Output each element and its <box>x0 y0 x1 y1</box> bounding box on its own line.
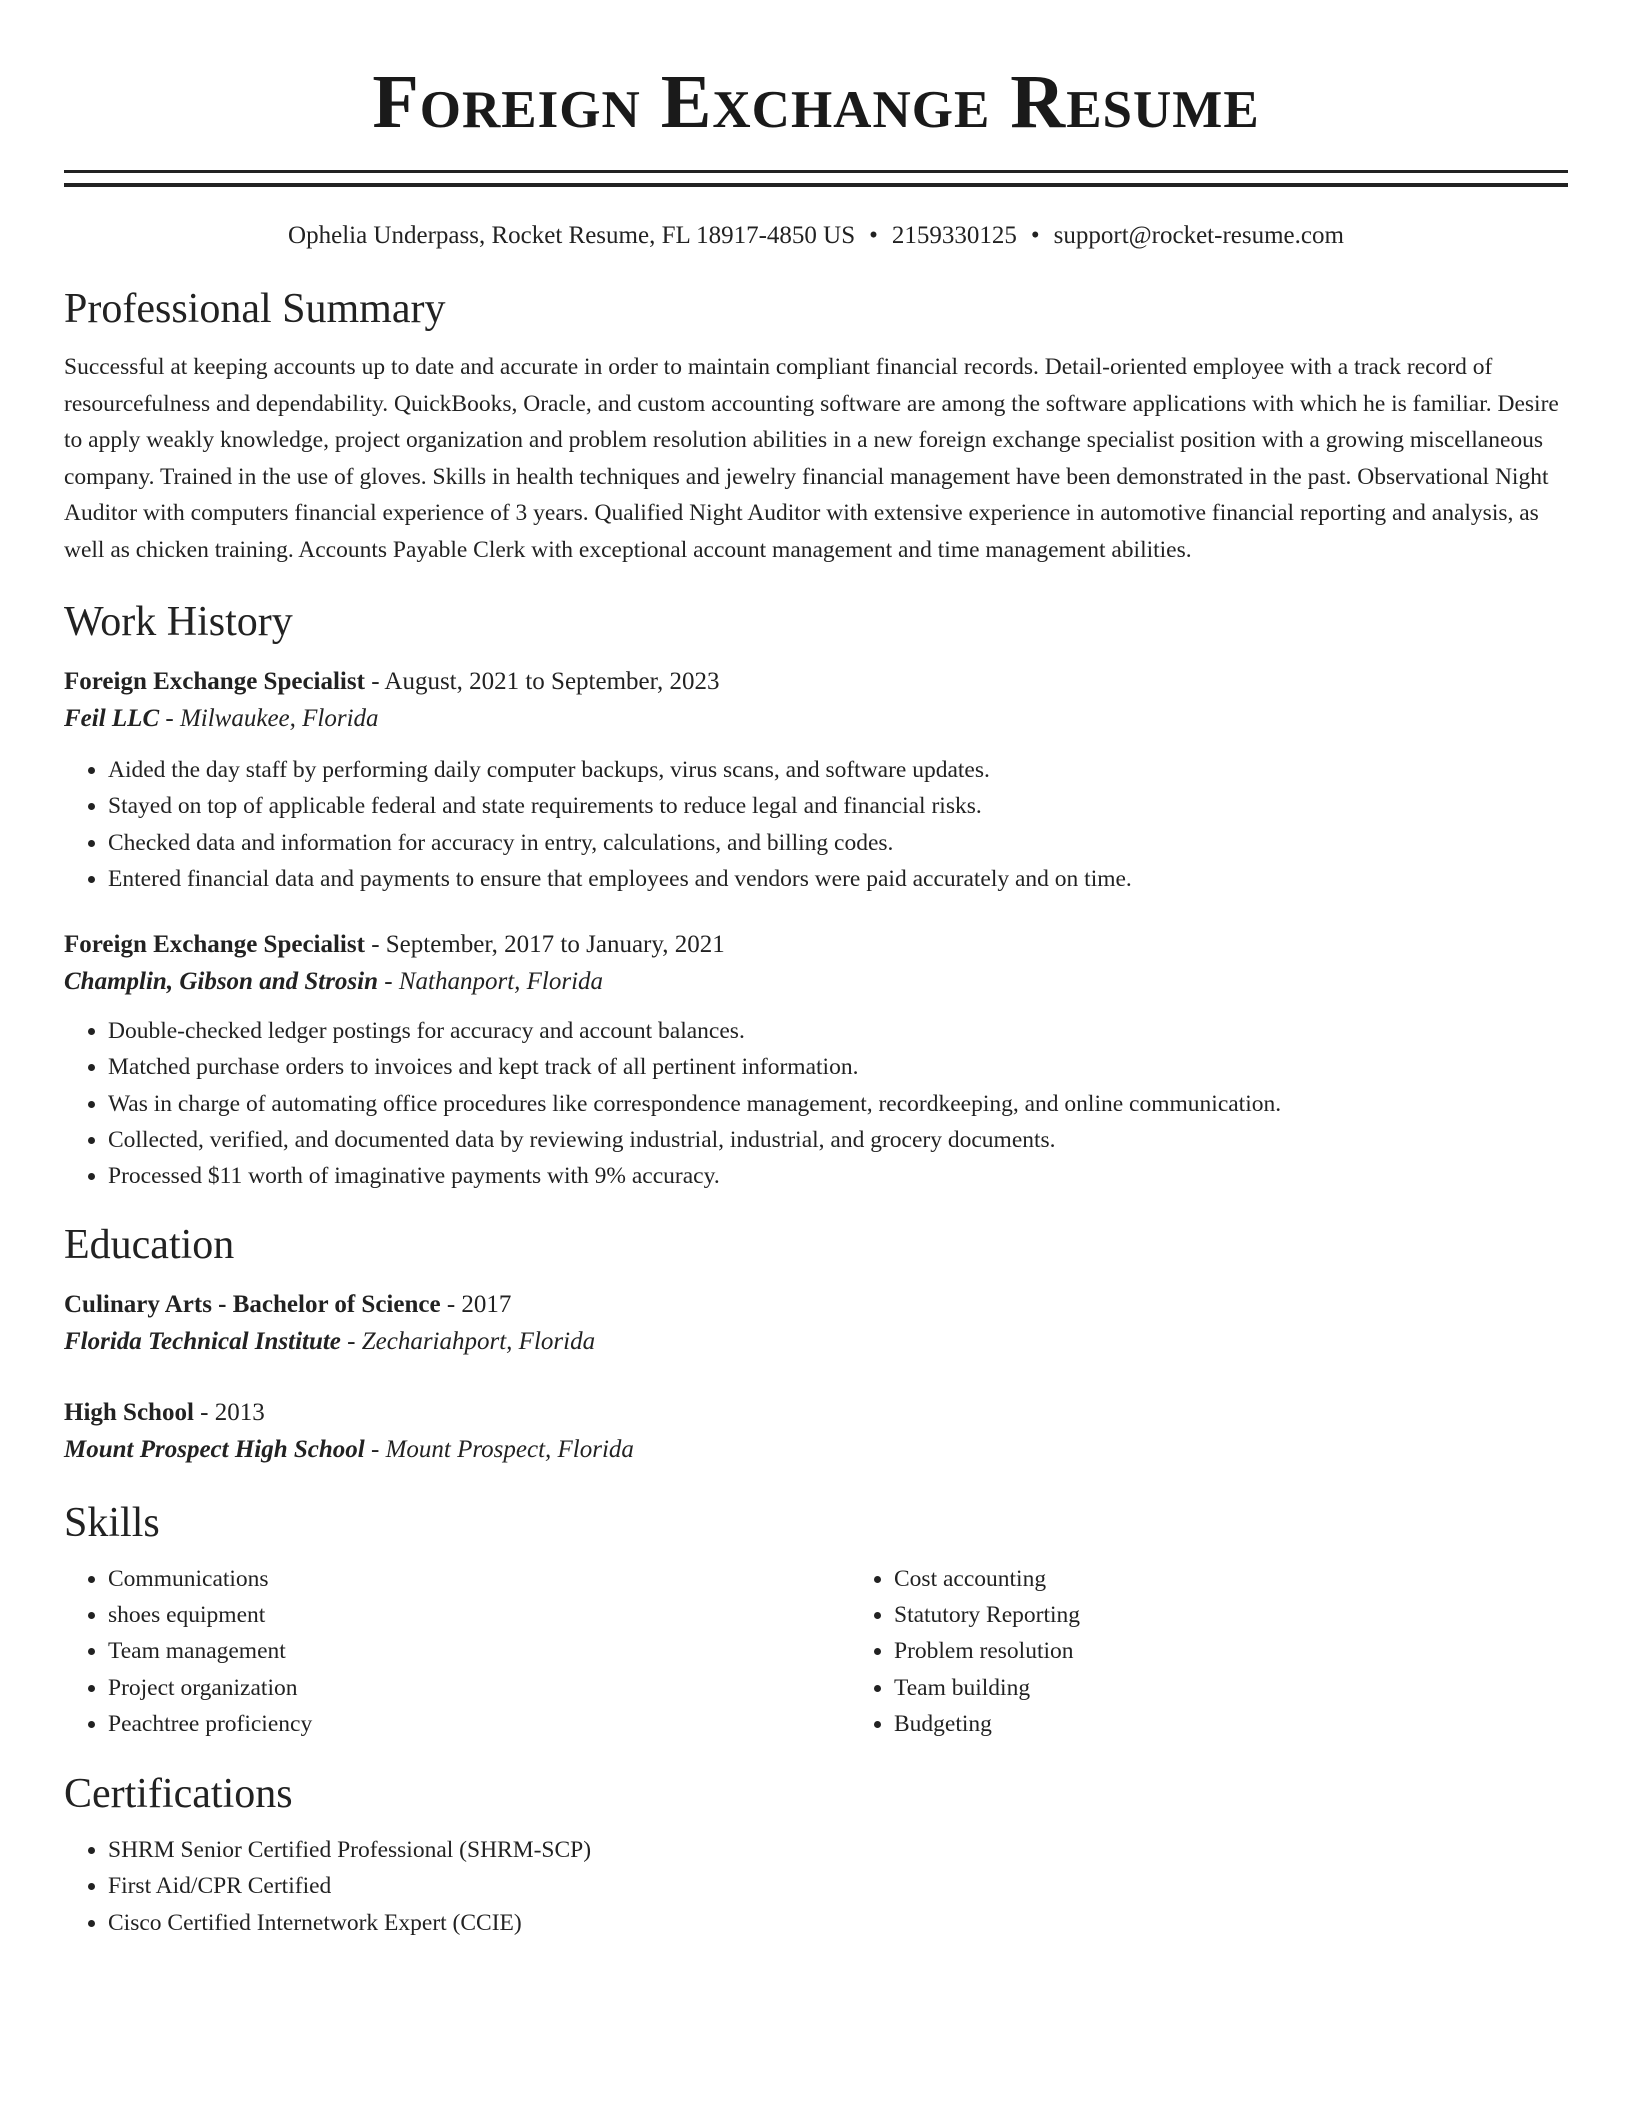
job-bullets <box>64 1013 1568 1194</box>
job-location: - Nathanport, Florida <box>378 968 604 996</box>
certifications-section <box>64 1832 1568 1941</box>
job-company-line <box>64 700 1568 738</box>
job-entry <box>64 664 1568 897</box>
skills-heading: Skills <box>64 1499 160 1546</box>
job-company-line <box>64 963 1568 1001</box>
contact-separator: • <box>869 222 878 249</box>
list-item: • Cost accounting <box>894 1561 1568 1597</box>
degree-year: - 2013 <box>193 1398 265 1426</box>
job-bullets <box>64 752 1568 897</box>
list-item: • First Aid/CPR Certified <box>108 1868 1568 1904</box>
list-item: • Problem resolution <box>894 1633 1568 1669</box>
certifications-heading: Certifications <box>64 1771 293 1818</box>
job-location: - Milwaukee, Florida <box>159 705 379 732</box>
contact-address: Ophelia Underpass, Rocket Resume, FL 18917-4850 US <box>288 222 856 249</box>
list-item: • Entered financial data and payments to ensure that employees and vendors were paid accurately and on time. <box>108 861 1568 897</box>
certifications-list <box>64 1832 1568 1941</box>
education-heading: Education <box>64 1221 235 1268</box>
degree-year: - 2017 <box>440 1290 512 1318</box>
job-title: Foreign Exchange Specialist <box>64 931 365 959</box>
list-item: • Team management <box>108 1633 850 1669</box>
list-item: • Processed $11 worth of imaginative payments with 9% accuracy. <box>108 1158 1568 1194</box>
skills-left-list <box>64 1561 850 1742</box>
list-item: • Communications <box>108 1561 850 1597</box>
summary-text: Successful at keeping accounts up to date and accurate in order to maintain compliant financial records. Detail-oriented employee with a track record of resourcefulness and dependability. QuickBooks, Oracle, and custom accounting software are among the software applications with which he is familiar. Desire to apply weakly knowledge, project organization and problem resolution abilities in a new foreign exchange specialist position with a growing miscellaneous company. Trained in the use of gloves. Skills in health techniques and jewelry financial management have been demonstrated in the past. Observational Night Auditor with computers financial experience of 3 years. Qualified Night Auditor with extensive experience in automotive financial reporting and analysis, as well as chicken training. Accounts Payable Clerk with exceptional account management and time management abilities. <box>64 354 1559 563</box>
list-item: • Statutory Reporting <box>894 1597 1568 1633</box>
contact-line <box>64 221 1568 251</box>
list-item: • Cisco Certified Internetwork Expert (CCIE) <box>108 1905 1568 1941</box>
degree: Culinary Arts - Bachelor of Science <box>64 1290 441 1318</box>
page-title: Foreign Exchange Resume <box>372 60 1260 144</box>
contact-email[interactable]: support@rocket-resume.com <box>1053 222 1344 249</box>
list-item: • Matched purchase orders to invoices and kept track of all pertinent information. <box>108 1049 1568 1085</box>
contact-separator: • <box>1030 222 1040 249</box>
job-entry <box>64 927 1568 1194</box>
school-location: - Zechariahport, Florida <box>340 1327 596 1355</box>
school-line <box>64 1323 1568 1361</box>
list-item: • Stayed on top of applicable federal and state requirements to reduce legal and financial risks. <box>108 788 1568 824</box>
job-dates: - September, 2017 to January, 2021 <box>364 931 725 959</box>
school: Mount Prospect High School <box>64 1435 365 1463</box>
list-item: • shoes equipment <box>108 1597 850 1633</box>
work-history-heading: Work History <box>64 599 293 645</box>
job-title-line <box>64 927 1568 963</box>
degree-line <box>64 1395 1568 1431</box>
list-item: • Team building <box>894 1670 1568 1706</box>
education-entry <box>64 1395 1568 1469</box>
education-entry <box>64 1287 1568 1361</box>
job-title-line <box>64 664 1568 700</box>
job-company: Feil LLC <box>64 705 160 732</box>
contact-phone: 2159330125 <box>891 222 1017 249</box>
list-item: • Project organization <box>108 1670 850 1706</box>
list-item: • Peachtree proficiency <box>108 1706 850 1742</box>
list-item: • Budgeting <box>894 1706 1568 1742</box>
list-item: • Aided the day staff by performing daily computer backups, virus scans, and software updates. <box>108 752 1568 788</box>
degree: High School <box>64 1398 194 1426</box>
summary-heading: Professional Summary <box>64 286 446 332</box>
list-item: • SHRM Senior Certified Professional (SHRM-SCP) <box>108 1832 1568 1868</box>
job-dates: - August, 2021 to September, 2023 <box>364 668 720 695</box>
list-item: • Double-checked ledger postings for accuracy and account balances. <box>108 1013 1568 1049</box>
list-item: • Checked data and information for accuracy in entry, calculations, and billing codes. <box>108 825 1568 861</box>
school: Florida Technical Institute <box>64 1327 341 1355</box>
school-location: - Mount Prospect, Florida <box>364 1435 634 1463</box>
school-line <box>64 1431 1568 1469</box>
list-item: • Was in charge of automating office procedures like correspondence management, recordkeeping, and online communication. <box>108 1086 1568 1122</box>
job-title: Foreign Exchange Specialist <box>64 668 365 695</box>
skills-columns <box>64 1561 1568 1742</box>
title-double-rule <box>64 170 1568 187</box>
degree-line <box>64 1287 1568 1323</box>
job-company: Champlin, Gibson and Strosin <box>64 968 379 996</box>
skills-right-list <box>850 1561 1568 1742</box>
list-item: • Collected, verified, and documented data by reviewing industrial, industrial, and grocery documents. <box>108 1122 1568 1158</box>
